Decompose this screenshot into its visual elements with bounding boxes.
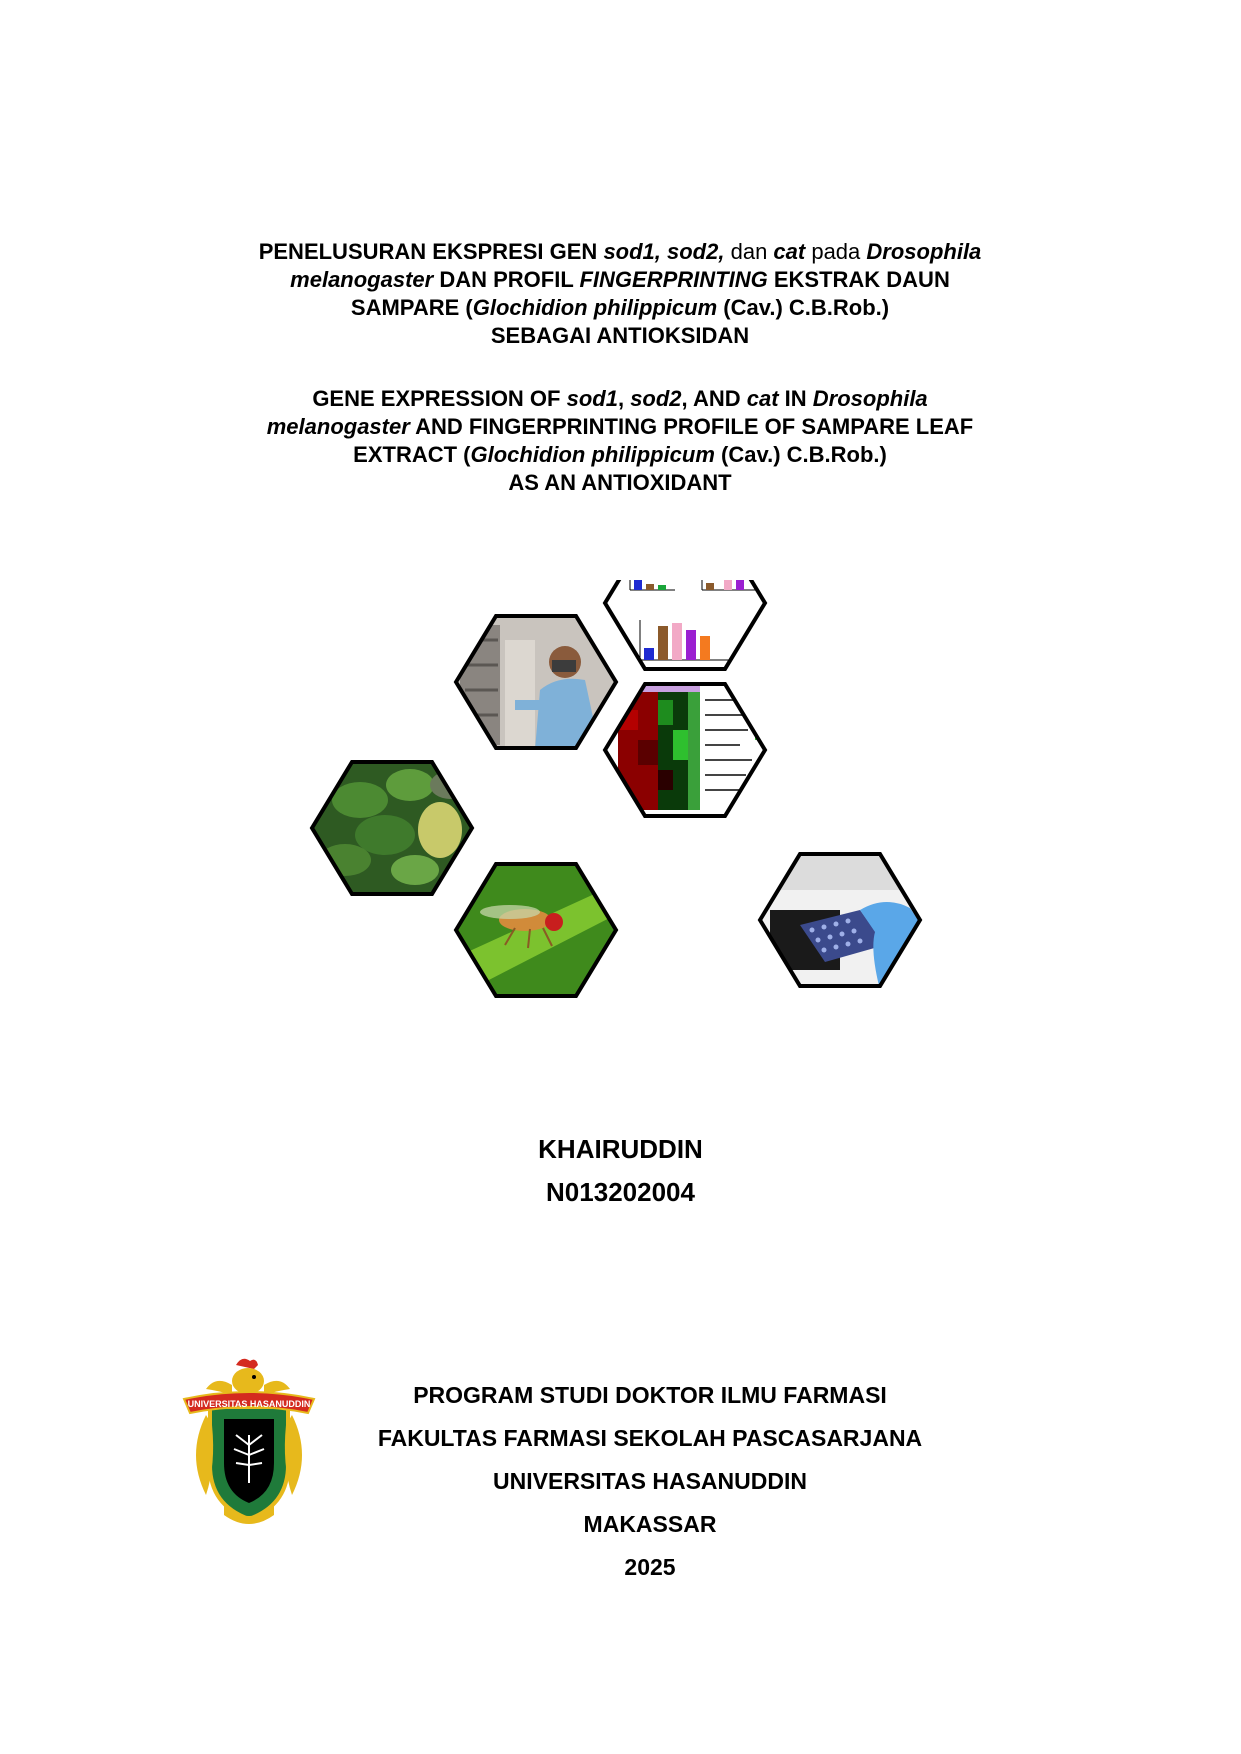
institution-block (300, 1374, 1000, 1589)
author-name: KHAIRUDDIN (538, 1134, 703, 1164)
program-name: PROGRAM STUDI DOKTOR ILMU FARMASI (413, 1382, 887, 1408)
title-en-line-2: melanogaster AND FINGERPRINTING PROFILE OF SAMPARE LEAF (266, 414, 974, 439)
university-name: UNIVERSITAS HASANUDDIN (493, 1468, 807, 1494)
title-english (170, 385, 1070, 497)
title-id-line-2: melanogaster DAN PROFIL FINGERPRINTING EKSTRAK DAUN (290, 267, 950, 292)
title-indonesian (170, 238, 1070, 350)
rooster-emblem-icon (206, 1359, 290, 1395)
logo-ribbon-text: UNIVERSITAS HASANUDDIN (187, 1399, 311, 1409)
student-id: N013202004 (546, 1177, 695, 1207)
title-id-line-4: SEBAGAI ANTIOKSIDAN (490, 323, 750, 348)
city-name: MAKASSAR (583, 1511, 717, 1537)
hexagon-photo-collage (300, 580, 970, 1040)
hexagon-fruit-fly-photo (450, 860, 625, 1005)
title-id-line-1: PENELUSURAN EKSPRESI GEN sod1, sod2, dan cat pada Drosophila (258, 239, 982, 264)
title-en-line-1: GENE EXPRESSION OF sod1, sod2, AND cat IN Drosophila (312, 386, 928, 411)
hexagon-heatmap-figure (600, 680, 770, 825)
faculty-name: FAKULTAS FARMASI SEKOLAH PASCASARJANA (377, 1425, 923, 1451)
hexagon-researcher-photo (450, 610, 625, 755)
hexagon-leaves-photo (300, 750, 490, 910)
title-id-line-3: SAMPARE (Glochidion philippicum (Cav.) C.B.Rob.) (350, 295, 890, 320)
hexagon-microplate-photo (755, 850, 925, 995)
title-en-line-4: AS AN ANTIOXIDANT (508, 470, 732, 495)
hexagon-bar-chart-figure (600, 580, 770, 675)
title-en-line-3: EXTRACT (Glochidion philippicum (Cav.) C.B.Rob.) (353, 442, 887, 467)
publication-year: 2025 (624, 1554, 676, 1580)
